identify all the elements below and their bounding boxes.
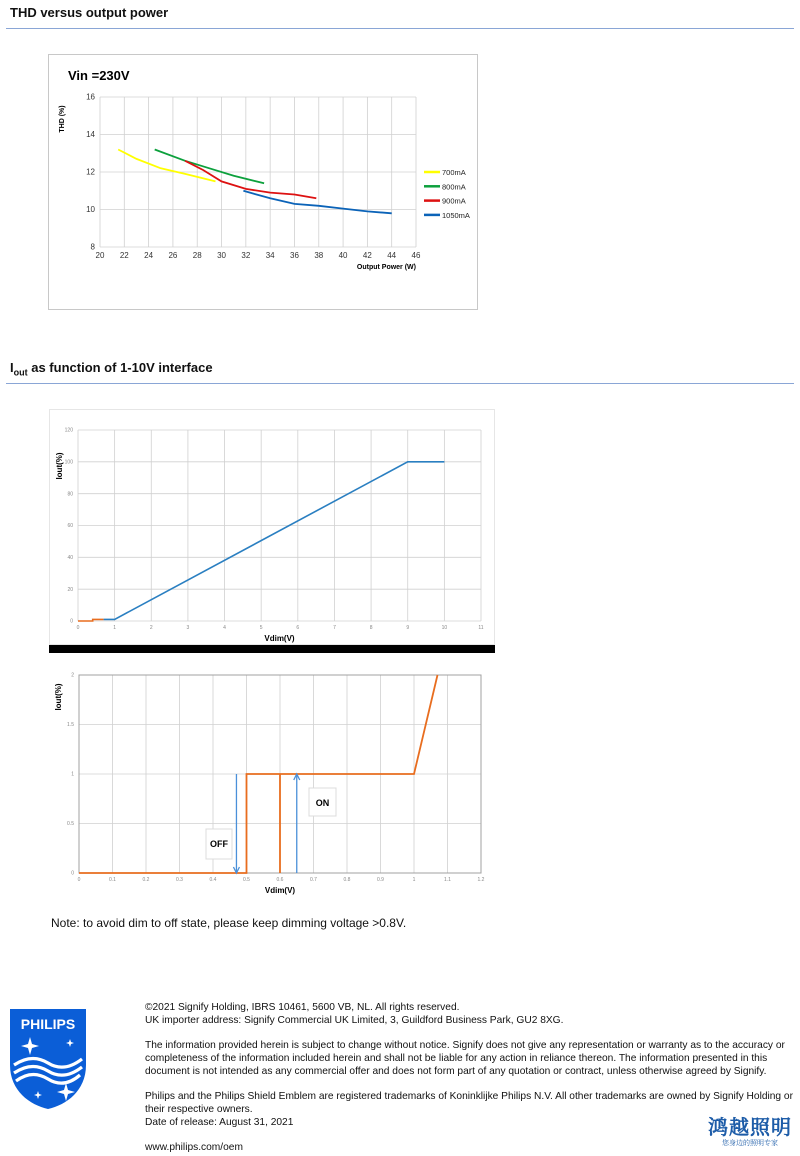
footer-trademark: Philips and the Philips Shield Emblem are registered trademarks of Koninklijke Philips N.V. All other trademarks are owned by Signify Holding or their respective owners. — [145, 1091, 793, 1115]
x-tick-label: 44 — [387, 251, 397, 260]
footer-disclaimer: The information provided herein is subject to change without notice. Signify does not give any representation or warranty as to the accuracy or completeness of the information included herein and shall not be liable for any action in reliance thereon. The information presented in this document is not intended as any commercial offer and does not form part of any quotation or contract, unless otherwise agreed by Signify. — [145, 1040, 785, 1077]
y-axis-label: THD (%) — [59, 105, 66, 133]
y-tick-label: 120 — [64, 427, 73, 434]
x-tick-label: 0.5 — [243, 877, 250, 883]
dimming-note: Note: to avoid dim to off state, please keep dimming voltage >0.8V. — [51, 916, 407, 930]
x-tick-label: 0 — [77, 877, 81, 883]
legend-label-1050mA: 1050mA — [442, 210, 470, 220]
philips-shield-logo — [8, 1007, 88, 1110]
y-tick-label: 0 — [70, 618, 73, 625]
y-tick-label: 60 — [67, 523, 73, 530]
x-tick-label: 46 — [411, 251, 421, 260]
y-tick-label: 20 — [67, 586, 73, 593]
y-tick-label: 10 — [86, 205, 95, 215]
x-tick-label: 8 — [369, 625, 373, 631]
x-tick-label: 4 — [223, 625, 226, 631]
footer-release-date: Date of release: August 31, 2021 — [145, 1117, 294, 1128]
footer-url[interactable]: www.philips.com/oem — [145, 1142, 243, 1153]
x-axis-label: Output Power (W) — [356, 264, 416, 271]
x-tick-label: 2 — [149, 625, 153, 631]
y-tick-label: 80 — [67, 491, 73, 498]
x-tick-label: 20 — [95, 251, 105, 260]
logo-text: PHILIPS — [20, 1016, 76, 1032]
divider — [6, 28, 794, 29]
x-tick-label: 10 — [441, 625, 448, 631]
x-tick-label: 24 — [144, 251, 154, 260]
x-tick-label: 42 — [362, 251, 372, 260]
on-label: ON — [315, 798, 330, 808]
thd-chart — [48, 54, 478, 310]
x-tick-label: 1.1 — [444, 877, 451, 883]
x-tick-label: 0 — [76, 625, 80, 631]
x-tick-label: 34 — [265, 251, 275, 260]
x-tick-label: 28 — [192, 251, 202, 260]
chart-title: Vin =230V — [68, 68, 130, 83]
title-i: I — [10, 360, 14, 375]
x-axis-label: Vdim(V) — [264, 886, 296, 895]
x-tick-label: 1.2 — [477, 877, 485, 883]
x-tick-label: 5 — [259, 625, 263, 631]
footer-copyright: ©2021 Signify Holding, IBRS 10461, 5600 VB, NL. All rights reserved. — [145, 1002, 460, 1013]
x-tick-label: 38 — [314, 251, 324, 260]
x-tick-label: 0.6 — [276, 877, 284, 883]
x-tick-label: 0.7 — [310, 877, 317, 883]
chart-frame — [50, 410, 495, 645]
y-axis-label: Iout(%) — [54, 683, 63, 711]
brand-tagline: 您身边的照明专家 — [722, 1139, 778, 1147]
iout-chart-zoom — [49, 653, 495, 900]
y-tick-label: 100 — [64, 459, 73, 466]
section-title-thd: THD versus output power — [10, 5, 169, 20]
x-tick-label: 0.2 — [142, 877, 150, 883]
x-tick-label: 11 — [478, 625, 484, 631]
iout-chart-full — [49, 409, 495, 645]
chart-frame — [49, 55, 478, 310]
x-tick-label: 1 — [113, 625, 117, 631]
x-tick-label: 9 — [406, 625, 410, 631]
y-tick-label: 1 — [71, 771, 74, 778]
y-tick-label: 1.5 — [67, 722, 74, 729]
section-title-iout — [10, 360, 213, 378]
y-tick-label: 0 — [71, 870, 74, 877]
x-tick-label: 1 — [412, 877, 416, 883]
x-tick-label: 22 — [119, 251, 129, 260]
y-axis-label: Iout(%) — [55, 452, 64, 480]
chart-frame — [50, 654, 495, 900]
y-tick-label: 12 — [86, 167, 95, 177]
legend-label-900mA: 900mA — [442, 196, 466, 206]
x-tick-label: 0.9 — [377, 877, 384, 883]
x-tick-label: 7 — [333, 625, 336, 631]
footer-text — [145, 1001, 793, 1154]
y-tick-label: 16 — [86, 92, 95, 102]
philips-shield-icon — [8, 1007, 88, 1110]
y-tick-label: 2 — [71, 672, 74, 679]
chart-separator-bar — [49, 645, 495, 653]
x-tick-label: 0.1 — [109, 877, 116, 883]
x-tick-label: 3 — [186, 625, 190, 631]
brand-name: 鸿越照明 — [708, 1115, 792, 1139]
x-tick-label: 30 — [217, 251, 226, 260]
title-rest: as function of 1-10V interface — [27, 360, 213, 375]
off-label: OFF — [210, 839, 228, 849]
y-tick-label: 40 — [67, 555, 73, 561]
divider — [6, 383, 794, 384]
y-tick-label: 14 — [86, 130, 95, 140]
y-tick-label: 8 — [90, 242, 95, 252]
x-tick-label: 32 — [241, 251, 251, 260]
iout-chart-full-svg — [49, 409, 495, 645]
x-tick-label: 0.3 — [176, 877, 183, 883]
x-tick-label: 26 — [168, 251, 178, 260]
brand-watermark — [708, 1111, 792, 1148]
x-tick-label: 40 — [338, 251, 348, 260]
thd-chart-svg — [48, 54, 478, 310]
legend-label-700mA: 700mA — [442, 168, 466, 177]
iout-chart-zoom-svg — [49, 653, 495, 900]
x-axis-label: Vdim(V) — [264, 634, 295, 643]
legend-label-800mA: 800mA — [442, 182, 466, 192]
x-tick-label: 0.4 — [209, 877, 217, 883]
x-tick-label: 6 — [296, 625, 300, 631]
y-tick-label: 0.5 — [67, 821, 74, 828]
title-out: out — [13, 367, 28, 378]
x-tick-label: 36 — [290, 251, 299, 260]
footer-importer: UK importer address: Signify Commercial UK Limited, 3, Guildford Business Park, GU2 8XG. — [145, 1015, 564, 1026]
x-tick-label: 0.8 — [343, 877, 351, 883]
